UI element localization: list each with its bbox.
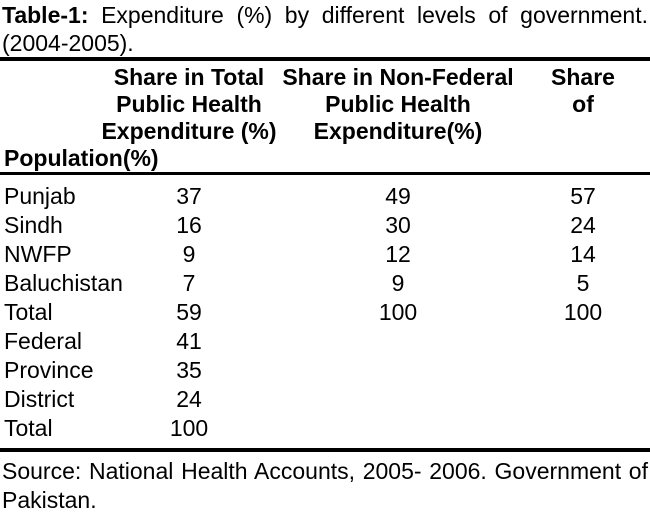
header-cell: Share in Non-Federal: [282, 64, 514, 90]
table-row: [0, 385, 650, 414]
table-row: [0, 269, 650, 298]
value-cell: 9: [391, 270, 405, 296]
source-note: [0, 452, 650, 515]
value-cell: 30: [385, 212, 411, 238]
row-label: Sindh: [4, 212, 63, 238]
row-label: Baluchistan: [4, 270, 123, 296]
row-label: Punjab: [4, 183, 76, 209]
value-cell: 100: [169, 415, 209, 441]
value-cell: 100: [563, 299, 603, 325]
table-row: [0, 211, 650, 240]
value-cell: [280, 327, 516, 356]
value-cell: 24: [176, 386, 202, 412]
header-cell: [0, 118, 98, 145]
table-caption-line1: [2, 1, 648, 29]
header-line: [0, 118, 650, 145]
header-line: [0, 145, 650, 172]
header-cell: of: [572, 91, 594, 117]
table-header: [0, 61, 650, 172]
header-cell: [516, 118, 650, 145]
header-line: [0, 64, 650, 91]
table-caption-text: Expenditure (%) by different levels of government.: [101, 2, 648, 28]
value-cell: 12: [385, 241, 411, 267]
value-cell: [280, 356, 516, 385]
header-cell: Share: [551, 64, 615, 90]
header-cell: [0, 91, 98, 118]
table-row: [0, 327, 650, 356]
table-number-label: Table-1:: [2, 2, 89, 28]
value-cell: 41: [176, 328, 202, 354]
header-cell: Public Health: [325, 91, 471, 117]
header-cell: Share in Total: [113, 64, 265, 90]
table-caption: [0, 0, 650, 57]
value-cell: [280, 414, 516, 443]
row-label: Total: [4, 299, 53, 325]
value-cell: [280, 385, 516, 414]
table-row: [0, 414, 650, 443]
value-cell: 37: [176, 183, 202, 209]
row-label: Province: [4, 357, 94, 383]
header-cell-population: Population(%): [4, 145, 159, 171]
value-cell: 9: [182, 241, 196, 267]
header-cell: Public Health: [116, 91, 262, 117]
value-cell: [516, 414, 650, 443]
header-cell: [280, 145, 516, 172]
header-cell: Expenditure(%): [313, 118, 483, 144]
source-note-line2: Pakistan.: [2, 487, 97, 513]
header-cell: [98, 145, 280, 172]
table-row: [0, 356, 650, 385]
value-cell: 59: [176, 299, 202, 325]
row-label: District: [4, 386, 75, 412]
value-cell: 35: [176, 357, 202, 383]
table-row: [0, 240, 650, 269]
value-cell: [516, 327, 650, 356]
header-cell: [0, 64, 98, 91]
table-caption-line2: (2004-2005).: [2, 30, 134, 56]
value-cell: 57: [570, 183, 596, 209]
row-label: Federal: [4, 328, 82, 354]
value-cell: 49: [385, 183, 411, 209]
value-cell: 24: [570, 212, 596, 238]
value-cell: 5: [576, 270, 590, 296]
header-cell: Expenditure (%): [101, 118, 277, 144]
source-note-line1: Source: National Health Accounts, 2005- 2006. Government of: [2, 458, 648, 484]
row-label: NWFP: [4, 241, 72, 267]
table-body: [0, 175, 650, 448]
value-cell: 16: [176, 212, 202, 238]
header-cell: [516, 145, 650, 172]
header-line: [0, 91, 650, 118]
table-row: [0, 298, 650, 327]
value-cell: 100: [378, 299, 418, 325]
table-row: [0, 182, 650, 211]
row-label: Total: [4, 415, 53, 441]
value-cell: 14: [570, 241, 596, 267]
value-cell: 7: [182, 270, 196, 296]
value-cell: [516, 356, 650, 385]
value-cell: [516, 385, 650, 414]
